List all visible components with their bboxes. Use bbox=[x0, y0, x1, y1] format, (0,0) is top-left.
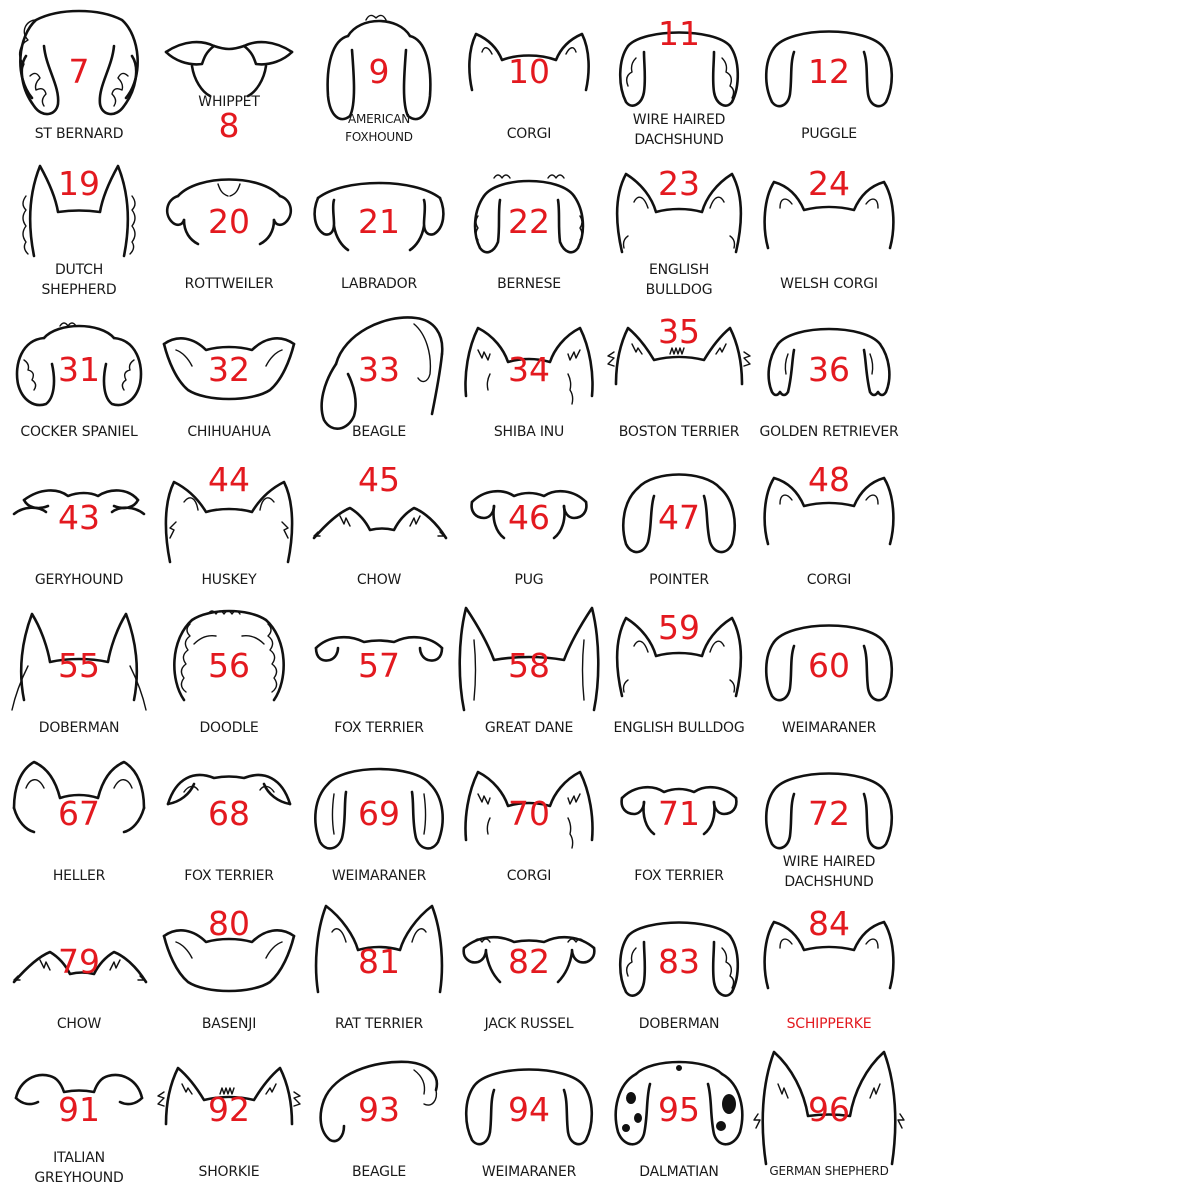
ear-cell bbox=[454, 896, 604, 1044]
ear-stroke bbox=[864, 642, 892, 700]
ear-cell bbox=[304, 6, 454, 154]
breed-label: PUG bbox=[514, 572, 544, 588]
ear-stroke bbox=[23, 196, 28, 254]
ear-cell bbox=[604, 304, 754, 452]
ear-number: 70 bbox=[508, 794, 550, 833]
ear-cell bbox=[304, 896, 454, 1044]
ear-number: 44 bbox=[208, 460, 250, 499]
breed-label: DALMATIAN bbox=[639, 1164, 719, 1180]
ear-stroke bbox=[184, 786, 274, 792]
ear-stroke bbox=[864, 48, 892, 106]
ear-stroke bbox=[178, 180, 280, 197]
ear-number: 8 bbox=[218, 106, 240, 145]
breed-label: AMERICAN FOXHOUND bbox=[345, 112, 413, 144]
ear-cell bbox=[604, 748, 754, 896]
ear-number: 21 bbox=[358, 202, 400, 241]
ear-cell bbox=[154, 600, 304, 748]
ear-number: 22 bbox=[508, 202, 550, 241]
ear-number: 34 bbox=[508, 350, 550, 389]
breed-label: WEIMARANER bbox=[331, 868, 427, 884]
ear-number: 23 bbox=[658, 164, 700, 203]
ear-number: 69 bbox=[358, 794, 400, 833]
ear-stroke bbox=[314, 532, 444, 536]
ear-stroke bbox=[778, 329, 880, 344]
ear-stroke bbox=[432, 354, 442, 414]
ear-stroke bbox=[348, 21, 410, 36]
ear-stroke bbox=[274, 196, 291, 225]
ear-stroke bbox=[627, 58, 636, 86]
breed-label: DOODLE bbox=[199, 720, 259, 736]
ear-stroke bbox=[608, 352, 750, 366]
ear-stroke bbox=[315, 784, 346, 848]
ear-stroke bbox=[218, 184, 240, 196]
ear-stroke bbox=[774, 32, 884, 49]
ear-number: 12 bbox=[808, 52, 850, 91]
ear-stroke bbox=[622, 1092, 642, 1132]
breed-label: PUGGLE bbox=[801, 126, 857, 142]
ear-cell bbox=[754, 1044, 904, 1192]
ear-cell bbox=[454, 304, 604, 452]
ear-stroke bbox=[864, 790, 892, 848]
ear-cell bbox=[304, 748, 454, 896]
ear-stroke bbox=[766, 790, 794, 848]
ear-number: 68 bbox=[208, 794, 250, 833]
breed-label: JACK RUSSEL bbox=[484, 1016, 574, 1032]
ear-cell bbox=[604, 600, 754, 748]
ear-cell bbox=[454, 6, 604, 154]
ear-stroke bbox=[328, 769, 430, 784]
ear-cell bbox=[154, 156, 304, 304]
breed-label: GERYHOUND bbox=[34, 572, 124, 588]
ear-number: 95 bbox=[658, 1090, 700, 1129]
ear-cell bbox=[154, 6, 304, 154]
ear-stroke bbox=[774, 626, 884, 643]
ear-stroke bbox=[166, 42, 292, 52]
ear-stroke bbox=[474, 1070, 584, 1087]
breed-label: WIRE HAIRED DACHSHUND bbox=[782, 854, 876, 890]
breed-label: DOBERMAN bbox=[38, 720, 120, 736]
ear-stroke bbox=[564, 502, 586, 518]
ear-stroke bbox=[616, 1074, 650, 1144]
ear-number: 67 bbox=[58, 794, 100, 833]
ear-cell bbox=[604, 452, 754, 600]
ear-number: 80 bbox=[208, 904, 250, 943]
ear-stroke bbox=[864, 344, 889, 395]
ear-stroke bbox=[130, 196, 135, 254]
ear-stroke bbox=[472, 502, 494, 518]
breed-label: HUSKEY bbox=[201, 572, 257, 588]
ear-cell bbox=[604, 6, 754, 154]
ear-stroke bbox=[176, 942, 282, 958]
breed-label: ST BERNARD bbox=[34, 126, 124, 142]
breed-label: ENGLISH BULLDOG bbox=[613, 720, 745, 736]
ear-stroke bbox=[466, 1086, 494, 1144]
breed-label: BEAGLE bbox=[351, 424, 407, 440]
ear-number: 81 bbox=[358, 942, 400, 981]
ear-number: 58 bbox=[508, 646, 550, 685]
ear-cell bbox=[154, 1044, 304, 1192]
breed-label: ITALIAN GREYHOUND bbox=[34, 1150, 124, 1186]
ear-cell bbox=[604, 896, 754, 1044]
ear-number: 82 bbox=[508, 942, 550, 981]
ear-number: 79 bbox=[58, 942, 100, 981]
breed-label: WIRE HAIRED DACHSHUND bbox=[632, 112, 726, 148]
ear-cell bbox=[754, 600, 904, 748]
ear-stroke bbox=[318, 183, 440, 198]
ear-number: 43 bbox=[58, 498, 100, 537]
breed-label: WELSH CORGI bbox=[780, 276, 878, 292]
breed-label: ROTTWEILER bbox=[184, 276, 274, 292]
ear-cell bbox=[304, 452, 454, 600]
breed-label: FOX TERRIER bbox=[634, 868, 724, 884]
ear-number: 83 bbox=[658, 942, 700, 981]
ear-cell bbox=[604, 156, 754, 304]
ear-cell bbox=[4, 748, 154, 896]
breed-label: BOSTON TERRIER bbox=[618, 424, 740, 440]
breed-label: BEAGLE bbox=[351, 1164, 407, 1180]
breed-label: HELLER bbox=[52, 868, 106, 884]
ear-number: 45 bbox=[358, 460, 400, 499]
breed-label: WEIMARANER bbox=[781, 720, 877, 736]
ear-stroke bbox=[769, 344, 794, 395]
breed-label: SHORKIE bbox=[198, 1164, 260, 1180]
ear-cell bbox=[304, 156, 454, 304]
ear-number: 46 bbox=[508, 498, 550, 537]
ear-stroke bbox=[314, 508, 446, 538]
ear-stroke bbox=[722, 58, 734, 98]
ear-stroke bbox=[366, 15, 386, 20]
ear-cell bbox=[454, 600, 604, 748]
ear-cell bbox=[754, 304, 904, 452]
breed-label: WEIMARANER bbox=[481, 1164, 577, 1180]
ear-number: 60 bbox=[808, 646, 850, 685]
breed-label: CORGI bbox=[506, 126, 552, 142]
ear-cell bbox=[454, 748, 604, 896]
ear-cell bbox=[4, 600, 154, 748]
ear-stroke bbox=[638, 475, 720, 489]
ear-stroke bbox=[26, 780, 132, 788]
ear-stroke bbox=[624, 236, 735, 248]
ear-stroke bbox=[332, 929, 426, 942]
ear-stroke bbox=[564, 1086, 592, 1144]
breed-label: FOX TERRIER bbox=[334, 720, 424, 736]
ear-stroke bbox=[315, 198, 334, 235]
breed-label: SHIBA INU bbox=[493, 424, 565, 440]
ear-stroke bbox=[722, 948, 734, 988]
ear-stroke bbox=[412, 784, 443, 848]
ear-stroke bbox=[414, 1070, 436, 1105]
ear-stroke bbox=[122, 360, 134, 390]
breed-label: CORGI bbox=[506, 868, 552, 884]
ear-number: 19 bbox=[58, 164, 100, 203]
breed-label: BASENJI bbox=[201, 1016, 257, 1032]
breed-label: FOX TERRIER bbox=[184, 868, 274, 884]
ear-stroke bbox=[620, 46, 645, 106]
breed-label: DUTCH SHEPHERD bbox=[41, 262, 117, 298]
breed-label: GERMAN SHEPHERD bbox=[769, 1164, 889, 1178]
ear-number: 20 bbox=[208, 202, 250, 241]
ear-cell bbox=[4, 304, 154, 452]
breed-label: DOBERMAN bbox=[638, 1016, 720, 1032]
ear-stroke bbox=[167, 196, 184, 225]
ear-stroke bbox=[30, 73, 46, 106]
breed-label: WHIPPET bbox=[198, 94, 260, 110]
ear-number: 56 bbox=[208, 646, 250, 685]
ear-number: 33 bbox=[358, 350, 400, 389]
ear-cell bbox=[754, 748, 904, 896]
ear-cell bbox=[154, 452, 304, 600]
ear-cell bbox=[454, 156, 604, 304]
ear-stroke bbox=[484, 181, 574, 196]
ear-number: 32 bbox=[208, 350, 250, 389]
ear-number: 11 bbox=[658, 14, 700, 53]
ear-number: 36 bbox=[808, 350, 850, 389]
ear-stroke bbox=[321, 1100, 344, 1141]
ear-number: 91 bbox=[58, 1090, 100, 1129]
ear-stroke bbox=[713, 46, 738, 106]
ear-stroke bbox=[713, 936, 738, 996]
ear-cell bbox=[154, 896, 304, 1044]
ear-number: 92 bbox=[208, 1090, 250, 1129]
ear-stroke bbox=[194, 636, 264, 644]
ear-stroke bbox=[181, 624, 190, 692]
breed-label: BERNESE bbox=[497, 276, 561, 292]
ear-cell bbox=[4, 452, 154, 600]
ear-cell bbox=[454, 1044, 604, 1192]
ear-number: 10 bbox=[508, 52, 550, 91]
ear-cell bbox=[4, 156, 154, 304]
ear-cell bbox=[754, 156, 904, 304]
ear-stroke bbox=[170, 522, 288, 538]
ear-stroke bbox=[620, 936, 645, 996]
ear-number: 72 bbox=[808, 794, 850, 833]
ear-stroke bbox=[414, 324, 430, 381]
breed-label: GOLDEN RETRIEVER bbox=[759, 424, 899, 440]
ear-cell bbox=[154, 304, 304, 452]
breed-label: RAT TERRIER bbox=[334, 1016, 423, 1032]
ear-cell bbox=[304, 600, 454, 748]
ear-stroke bbox=[624, 680, 735, 692]
ear-cell bbox=[754, 452, 904, 600]
ear-number: 59 bbox=[658, 608, 700, 647]
ear-cell bbox=[754, 6, 904, 154]
ear-stroke bbox=[766, 642, 794, 700]
breed-label: CORGI bbox=[806, 572, 852, 588]
ear-number: 93 bbox=[358, 1090, 400, 1129]
ear-cell bbox=[304, 304, 454, 452]
ear-cell bbox=[604, 1044, 754, 1192]
ear-cell bbox=[754, 896, 904, 1044]
breed-label: POINTER bbox=[649, 572, 709, 588]
breed-label: CHIHUAHUA bbox=[187, 424, 271, 440]
ear-number: 96 bbox=[808, 1090, 850, 1129]
ear-cell bbox=[304, 1044, 454, 1192]
ear-cell bbox=[4, 1044, 154, 1192]
ear-number: 35 bbox=[658, 312, 700, 351]
ear-stroke bbox=[774, 774, 884, 791]
ear-stroke bbox=[622, 798, 644, 814]
breed-label: COCKER SPANIEL bbox=[20, 424, 138, 440]
ear-stroke bbox=[714, 798, 736, 814]
ear-stroke bbox=[164, 338, 294, 350]
ear-stroke bbox=[24, 360, 36, 390]
ear-stroke bbox=[627, 948, 636, 976]
breed-label: ENGLISH BULLDOG bbox=[645, 262, 713, 298]
breed-label: LABRADOR bbox=[341, 276, 417, 292]
ear-number: 24 bbox=[808, 164, 850, 203]
breed-label: CHOW bbox=[56, 1016, 102, 1032]
ear-number: 9 bbox=[368, 52, 390, 91]
ear-number: 94 bbox=[508, 1090, 550, 1129]
breed-label: SCHIPPERKE bbox=[786, 1016, 872, 1032]
ear-stroke bbox=[164, 936, 294, 991]
breed-label: GREAT DANE bbox=[484, 720, 574, 736]
ear-stroke bbox=[112, 73, 128, 106]
breed-label: CHOW bbox=[356, 572, 402, 588]
ear-stroke bbox=[628, 923, 730, 937]
ear-number: 31 bbox=[58, 350, 100, 389]
ear-stroke bbox=[268, 624, 277, 692]
ear-number: 47 bbox=[658, 498, 700, 537]
ear-cell bbox=[154, 748, 304, 896]
ear-cell bbox=[4, 6, 154, 154]
ear-stroke bbox=[44, 326, 114, 338]
ear-stroke bbox=[340, 516, 420, 526]
ear-number: 84 bbox=[808, 904, 850, 943]
ear-number: 71 bbox=[658, 794, 700, 833]
ear-number: 7 bbox=[68, 52, 90, 91]
ear-cell bbox=[4, 896, 154, 1044]
ear-number: 55 bbox=[58, 646, 100, 685]
ear-stroke bbox=[424, 198, 443, 235]
ear-stroke bbox=[766, 48, 794, 106]
ear-number: 57 bbox=[358, 646, 400, 685]
ear-stroke bbox=[494, 175, 564, 178]
ear-cell bbox=[454, 452, 604, 600]
ear-number: 48 bbox=[808, 460, 850, 499]
